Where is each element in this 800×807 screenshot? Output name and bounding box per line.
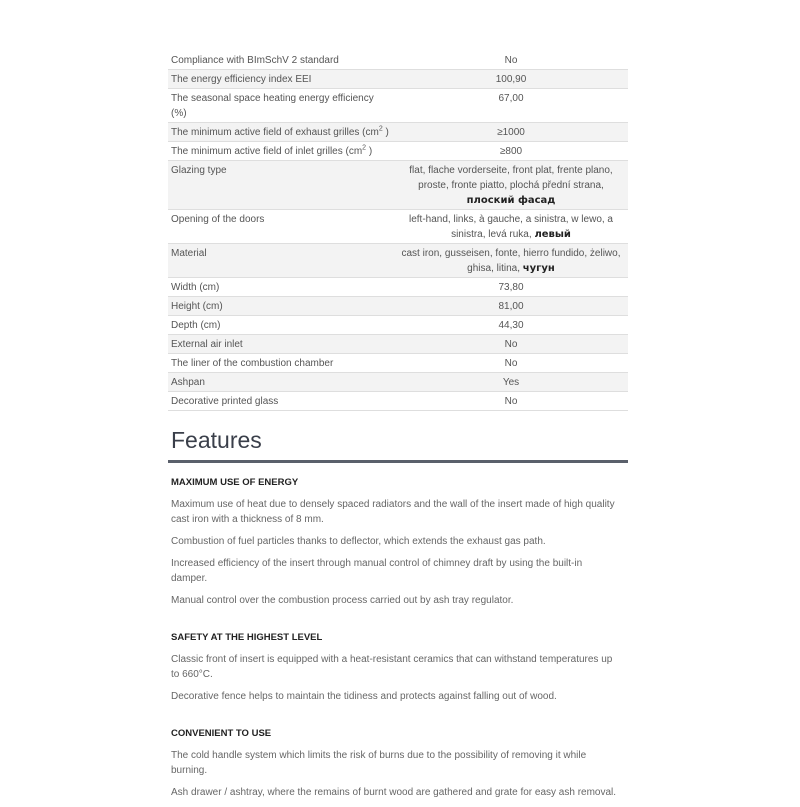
spec-label: External air inlet [171,339,243,350]
feature-paragraph: Maximum use of heat due to densely spaced radiators and the wall of the insert made of high quality cast iron with a thickness of 8 mm. [171,499,615,525]
spec-label: Height (cm) [171,301,223,312]
label-text: The minimum active field of exhaust grilles (cm [171,127,379,138]
spec-label: Decorative printed glass [171,396,279,407]
table-row [168,123,628,142]
spec-value [394,210,628,244]
table-row [168,373,628,392]
feature-paragraph: Decorative fence helps to maintain the tidiness and protects against falling out of wood. [171,691,557,702]
spec-value: No [504,55,518,66]
spec-value: 100,90 [495,74,527,85]
section-heading: CONVENIENT TO USE [171,728,272,739]
feature-paragraph: Combustion of fuel particles thanks to deflector, which extends the exhaust gas path. [171,536,546,547]
specification-table [168,51,628,411]
spec-value: Yes [502,377,520,388]
spec-label: Glazing type [171,165,227,176]
table-row [168,161,628,210]
section-heading: SAFETY AT THE HIGHEST LEVEL [171,632,323,643]
spec-value: No [504,396,518,407]
value-text: left-hand, links, à gauche, a sinistra, w lewo, a sinistra, levá ruka, [409,214,613,240]
table-row [168,297,628,316]
superscript: 2 [378,125,383,133]
feature-paragraph: Manual control over the combustion process carried out by ash tray regulator. [171,595,514,606]
spec-value: 73,80 [498,282,524,293]
spec-label: Material [171,248,207,259]
spec-label: The seasonal space heating energy efficiency (%) [171,93,374,119]
table-row [168,354,628,373]
spec-label [168,123,394,142]
table-row [168,392,628,411]
table-row [168,244,628,278]
feature-paragraph: Ash drawer / ashtray, where the remains of burnt wood are gathered and grate for easy ash removal. [171,787,617,798]
feature-paragraph: Classic front of insert is equipped with a heat-resistant ceramics that can withstand temperatures up to 660°C. [171,654,613,680]
spec-label: Width (cm) [171,282,220,293]
spec-value: 44,30 [498,320,524,331]
table-row [168,335,628,354]
table-row [168,278,628,297]
value-text: cast iron, gusseisen, fonte, hierro fundido, żeliwo, ghisa, litina, [401,248,621,274]
spec-label: Depth (cm) [171,320,221,331]
table-row [168,89,628,123]
feature-paragraph: Increased efficiency of the insert through manual control of chimney draft by using the built-in damper. [171,558,583,584]
table-row [168,142,628,161]
label-text: ) [382,127,389,138]
spec-value: No [504,358,518,369]
spec-value: ≥800 [499,146,523,157]
spec-value: 81,00 [498,301,524,312]
feature-section-safety [168,632,628,704]
value-text-ru: левый [534,229,571,240]
spec-value: 67,00 [498,93,524,104]
spec-label: Ashpan [171,377,205,388]
spec-value [394,244,628,278]
spec-value: No [504,339,518,350]
value-text: flat, flache vorderseite, front plat, frente plano, proste, fronte piatto, plochá přední strana, [409,165,613,191]
product-spec-page [168,51,628,807]
table-row [168,316,628,335]
feature-paragraph: The cold handle system which limits the risk of burns due to the possibility of removing it while burning. [171,750,587,776]
label-text: ) [366,146,373,157]
spec-label [168,142,394,161]
section-heading: MAXIMUM USE OF ENERGY [171,477,299,488]
spec-label: The energy efficiency index EEI [171,74,312,85]
spec-value: ≥1000 [497,127,525,138]
spec-label: The liner of the combustion chamber [171,358,334,369]
label-text: The minimum active field of inlet grilles (cm [171,146,363,157]
feature-section-energy [168,477,628,608]
spec-label: Opening of the doors [171,214,265,225]
value-text-ru: чугун [522,263,555,274]
spec-label: Compliance with BImSchV 2 standard [171,55,339,66]
features-heading: Features [168,426,628,463]
value-text-ru: плоский фасад [466,195,556,206]
superscript: 2 [362,144,367,152]
feature-section-convenience [168,728,628,800]
table-row [168,70,628,89]
table-row [168,210,628,244]
spec-value [394,161,628,210]
table-row [168,51,628,70]
